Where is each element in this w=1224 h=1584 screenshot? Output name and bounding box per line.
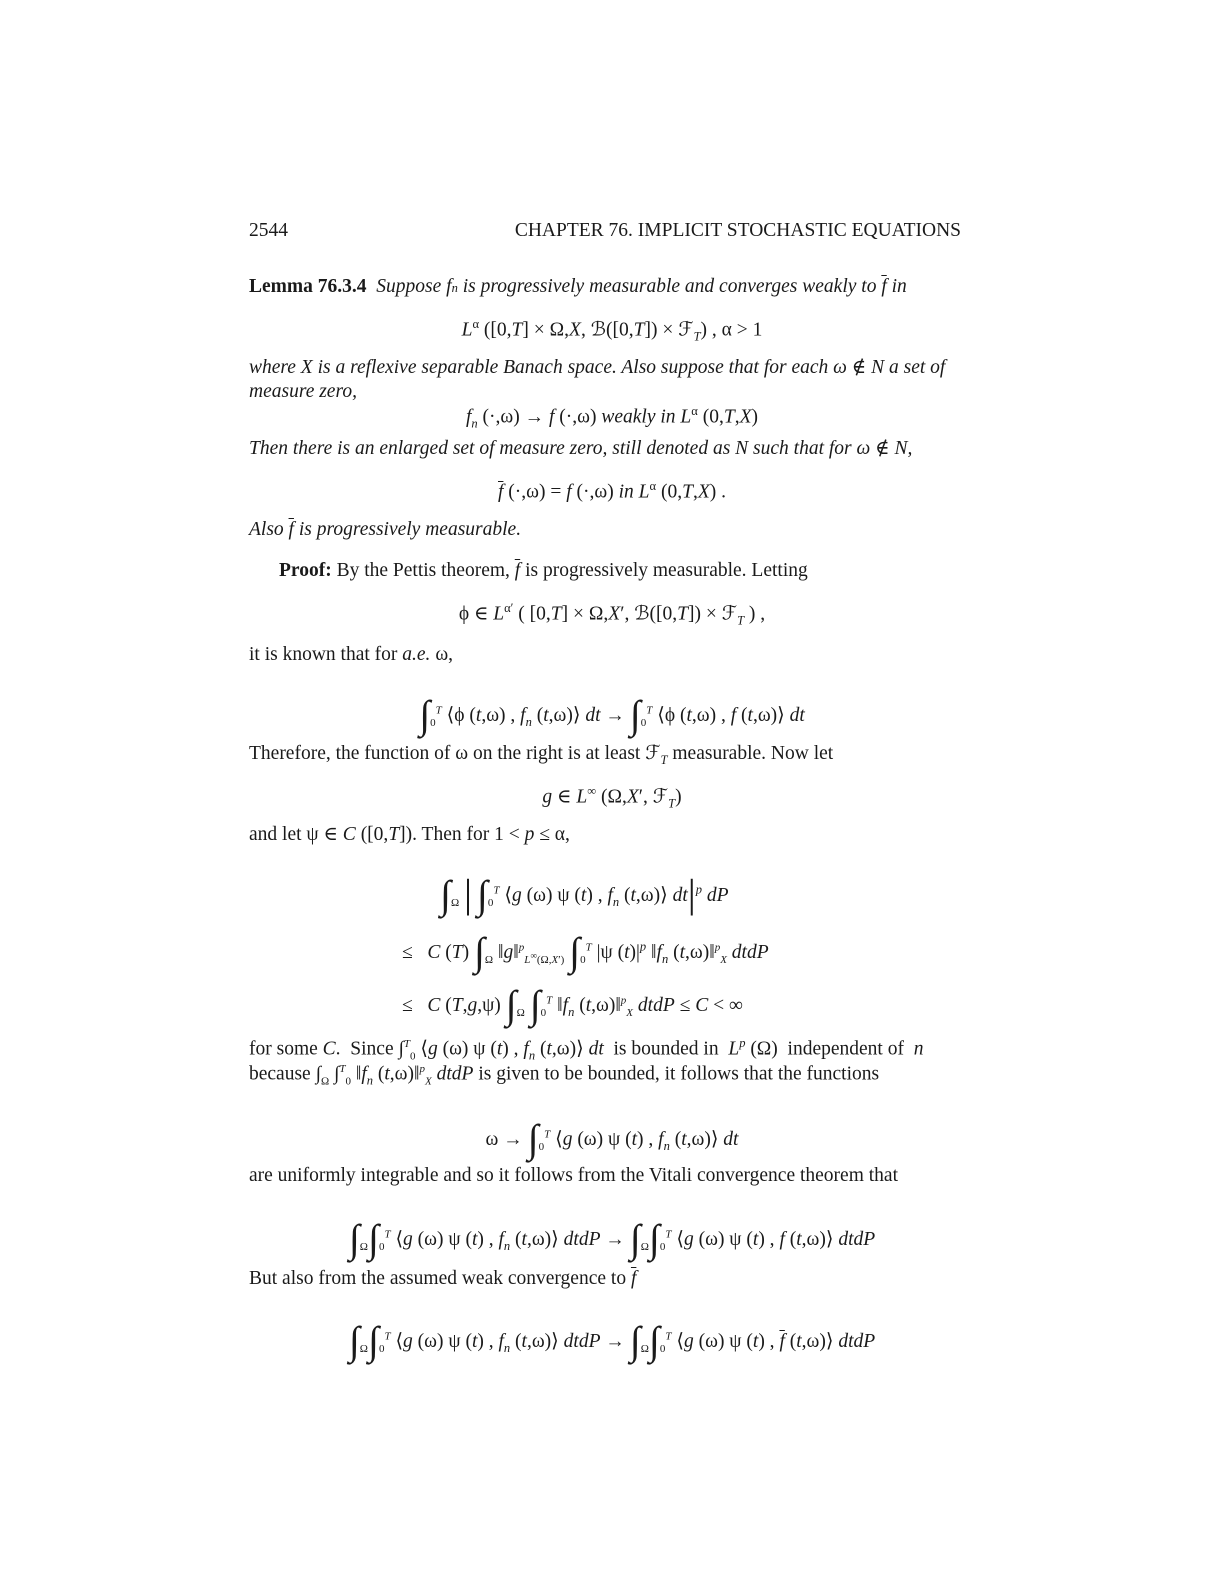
lemma-line-5: Also $\overline{f}$ is progressively measurable. [249,519,522,540]
inequality-line-2: ≤ C (T) $\int_\Omega$ ‖g‖$^p_{L^\infty(\Omega,X')}$ $\int_0^T$ |ψ $(t)|^p$ $‖f_n$ (t,ω)‖$^p_X$ dtdP [402,929,769,974]
page-number: 2544 [249,220,288,241]
chapter-title: CHAPTER 76. IMPLICIT STOCHASTIC EQUATIONS [514,220,961,241]
inequality-line-3: ≤ C (T,g,ψ) $\int_\Omega$ $\int_0^T$ $‖f_n$ (t,ω)‖$^p_X$ dtdP ≤ C < ∞ [402,982,743,1027]
equality-equation: $\overline{f}$ (·,ω) = f (·,ω) in $L^\alpha$ (0,T,X) . [498,479,726,503]
proof-line-2: it is known that for a.e. ω, [249,644,454,665]
weak-convergence-equation: $f_n$ (·,ω) → f (·,ω) weakly in $L^\alpha$ (0,T,X) [465,404,758,431]
lemma-intro: Lemma 76.3.4 Suppose fn is progressively measurable and converges weakly to $\overline{f}$ in [249,276,907,297]
proof-line-4: and let ψ ∈ C ([0,T]). Then for 1 < p ≤ α, [249,824,570,845]
lemma-line-3: measure zero, [249,381,357,402]
map-equation: $\omega \to \int_0^T$ ⟨g (ω) ψ (t) , $f_n$ (t,ω)⟩ dt [485,1116,739,1161]
phi-space-equation: ϕ ∈ $L^{\alpha'}$ ( [0,T] × Ω,X′, ℬ([0,T]) × ℱ$_T$ ) , [458,601,766,628]
vitali-equation: $\int_\Omega\int_0^T$ ⟨g (ω) ψ (t) , $f_n$ (t,ω)⟩ dtdP → $\int_\Omega\int_0^T$ ⟨g (ω) ψ (t) , f (t,ω)⟩ dtdP [348,1216,876,1261]
proof-line-6: because $\int_\Omega$ ∫$^T_0$ $‖f_n$ (t,ω)‖$^p_X$ dtdP is given to be bounded, it follows that the functions [249,1063,880,1088]
proof-intro: Proof: By the Pettis theorem, $\overline{f}$ is progressively measurable. Letting [279,560,808,581]
proof-label: Proof: [279,560,332,581]
lemma-label: Lemma 76.3.4 [249,276,367,297]
inequality-line-1: $\int_\Omega$ | $\int_0^T$ ⟨g (ω) ψ (t) , $f_n$ (t,ω)⟩ $dt|^p$ dP [440,871,729,917]
weak-limit-equation: $\int_\Omega\int_0^T$ ⟨g (ω) ψ (t) , $f_n$ (t,ω)⟩ dtdP → $\int_\Omega\int_0^T$ ⟨g (ω) ψ (t) , $\overline{f}$ (t,ω)⟩ dtdP [348,1318,876,1363]
limit-equation: $\int_0^T$ ⟨ϕ (t,ω) , $f_n$ (t,ω)⟩ dt → $\int_0^T$ ⟨ϕ (t,ω) , f (t,ω)⟩ dt [419,692,805,737]
proof-line-5: for some C. Since ∫$^T_0$ ⟨g (ω) ψ (t) , $f_n$ (t,ω)⟩ dt is bounded in $L^p$ (Ω) independent of n [249,1036,924,1063]
proof-line-3: Therefore, the function of ω on the right is at least ℱ$_T$ measurable. Now let [249,743,834,767]
lemma-line-2: where X is a reflexive separable Banach space. Also suppose that for each ω ∉ N a set of [249,357,946,378]
proof-line-8: But also from the assumed weak convergence to $\overline{f}$ [249,1268,637,1289]
lemma-line-4: Then there is an enlarged set of measure zero, still denoted as N such that for ω ∉ N, [249,438,913,459]
proof-line-7: are uniformly integrable and so it follows from the Vitali convergence theorem that [249,1165,898,1186]
lemma-space-equation: $L^\alpha$ ([0,T] × Ω,X, ℬ([0,T]) × ℱ$_T$) , α > 1 [461,317,763,344]
g-space-equation: g ∈ L∞ (Ω,X′, ℱ$_T$) [542,784,682,811]
